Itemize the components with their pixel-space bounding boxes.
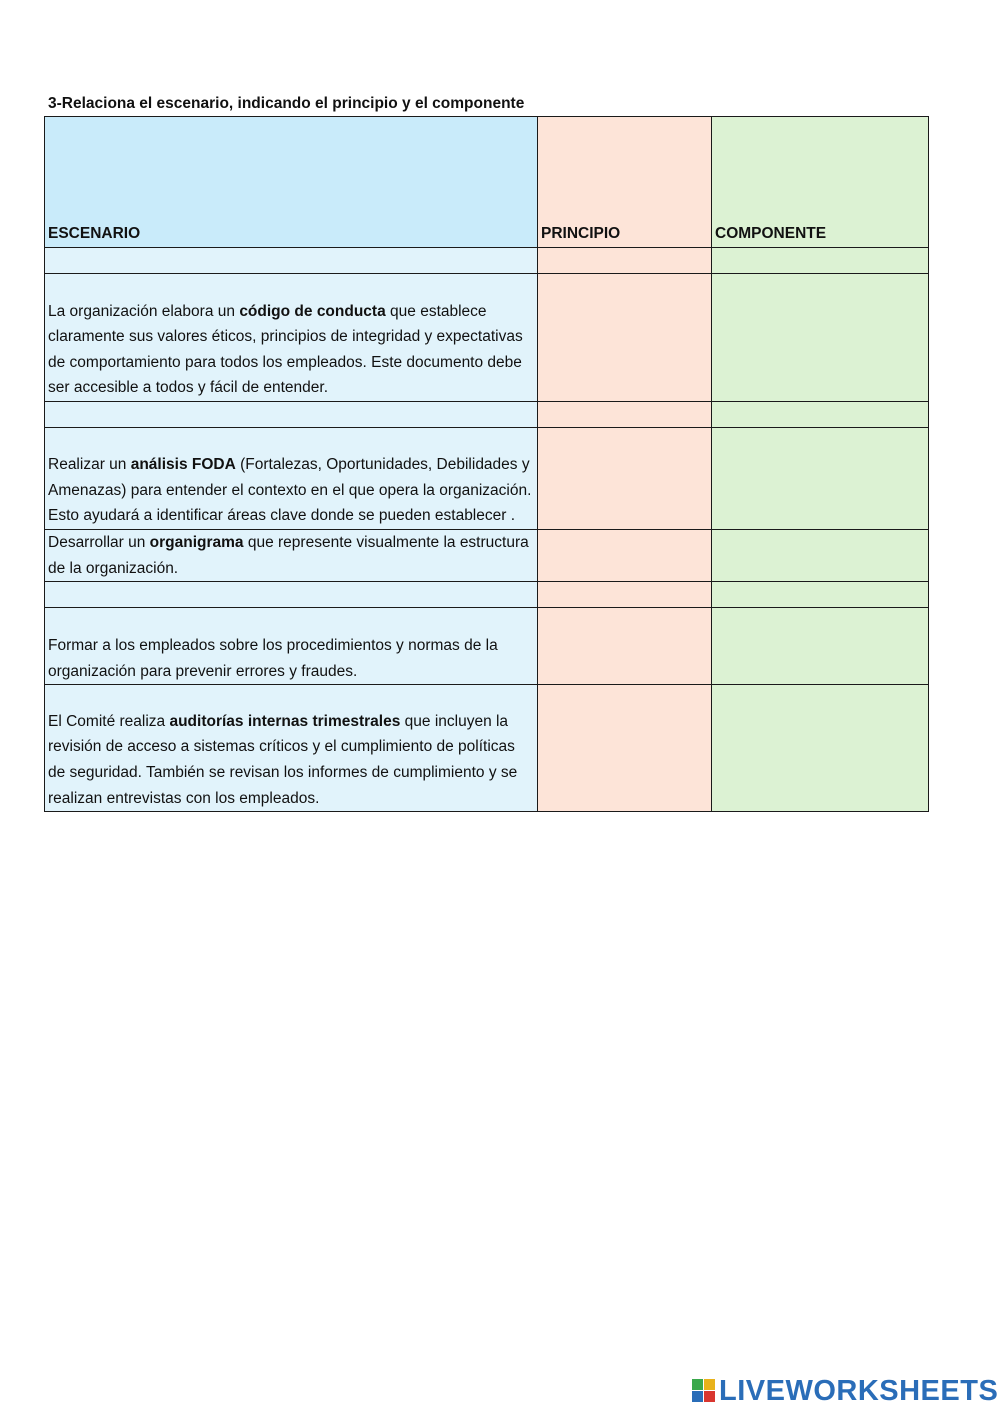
componente-answer-field[interactable] xyxy=(712,685,929,812)
principio-answer-field[interactable] xyxy=(538,582,712,608)
scenario-text xyxy=(45,428,538,530)
table-row xyxy=(45,274,929,402)
scenario-text-post: que incluyen la revisión de acceso a sistemas críticos y el cumplimiento de políticas de seguridad. También se revisan los informes de cumplimiento y se realizan entrevistas con los empleados. xyxy=(48,712,518,807)
scenario-text xyxy=(45,685,538,812)
scenario-text-pre: Realizar un xyxy=(48,456,131,474)
scenario-text-pre: Desarrollar un xyxy=(48,534,150,551)
spacer-row xyxy=(45,402,929,428)
liveworksheets-logo-text: LIVEWORKSHEETS xyxy=(719,1374,999,1407)
table-row xyxy=(45,428,929,530)
scenario-text: Formar a los empleados sobre los procedimientos y normas de la organización para prevenir errores y fraudes. xyxy=(45,608,538,685)
componente-answer-field[interactable] xyxy=(712,608,929,685)
principio-answer-field[interactable] xyxy=(538,248,712,274)
componente-answer-field[interactable] xyxy=(712,248,929,274)
spacer-cell xyxy=(45,402,538,428)
componente-answer-field[interactable] xyxy=(712,402,929,428)
table-row xyxy=(45,685,929,812)
header-row xyxy=(45,117,929,248)
header-principio: PRINCIPIO xyxy=(538,117,712,248)
principio-answer-field[interactable] xyxy=(538,402,712,428)
principio-answer-field[interactable] xyxy=(538,428,712,530)
scenario-keyword: análisis FODA xyxy=(130,456,236,474)
header-componente: COMPONENTE xyxy=(712,117,929,248)
scenario-table xyxy=(44,116,929,812)
liveworksheets-logo-icon xyxy=(692,1379,716,1403)
header-escenario: ESCENARIO xyxy=(45,117,538,248)
scenario-text xyxy=(45,530,538,582)
scenario-text-pre: La organización elabora un xyxy=(48,302,240,320)
componente-answer-field[interactable] xyxy=(712,530,929,582)
scenario-text-post: (Fortalezas, Oportunidades, Debilidades y Amenazas) para entender el contexto en el que opera la organización. Esto ayudará a identificar áreas clave donde se pueden establecer . xyxy=(48,456,532,525)
scenario-keyword: auditorías internas trimestrales xyxy=(169,712,401,730)
componente-answer-field[interactable] xyxy=(712,274,929,402)
scenario-keyword: organigrama xyxy=(149,534,244,551)
spacer-row xyxy=(45,248,929,274)
principio-answer-field[interactable] xyxy=(538,530,712,582)
scenario-text-post: que represente visualmente la estructura de la organización. xyxy=(48,534,529,577)
principio-answer-field[interactable] xyxy=(538,685,712,812)
componente-answer-field[interactable] xyxy=(712,428,929,530)
liveworksheets-logo[interactable] xyxy=(692,1374,998,1408)
principio-answer-field[interactable] xyxy=(538,274,712,402)
scenario-text xyxy=(45,274,538,402)
worksheet-title: 3-Relaciona el escenario, indicando el principio y el componente xyxy=(48,95,525,112)
spacer-cell xyxy=(45,582,538,608)
scenario-text-pre: El Comité realiza xyxy=(48,712,170,730)
spacer-cell xyxy=(45,248,538,274)
principio-answer-field[interactable] xyxy=(538,608,712,685)
scenario-keyword: código de conducta xyxy=(239,302,386,320)
table-row xyxy=(45,608,929,685)
scenario-text-post: que establece claramente sus valores éticos, principios de integridad y expectativas de comportamiento para todos los empleados. Este documento debe ser accesible a todos y fácil de entender. xyxy=(48,302,523,397)
table-row xyxy=(45,530,929,582)
spacer-row xyxy=(45,582,929,608)
componente-answer-field[interactable] xyxy=(712,582,929,608)
